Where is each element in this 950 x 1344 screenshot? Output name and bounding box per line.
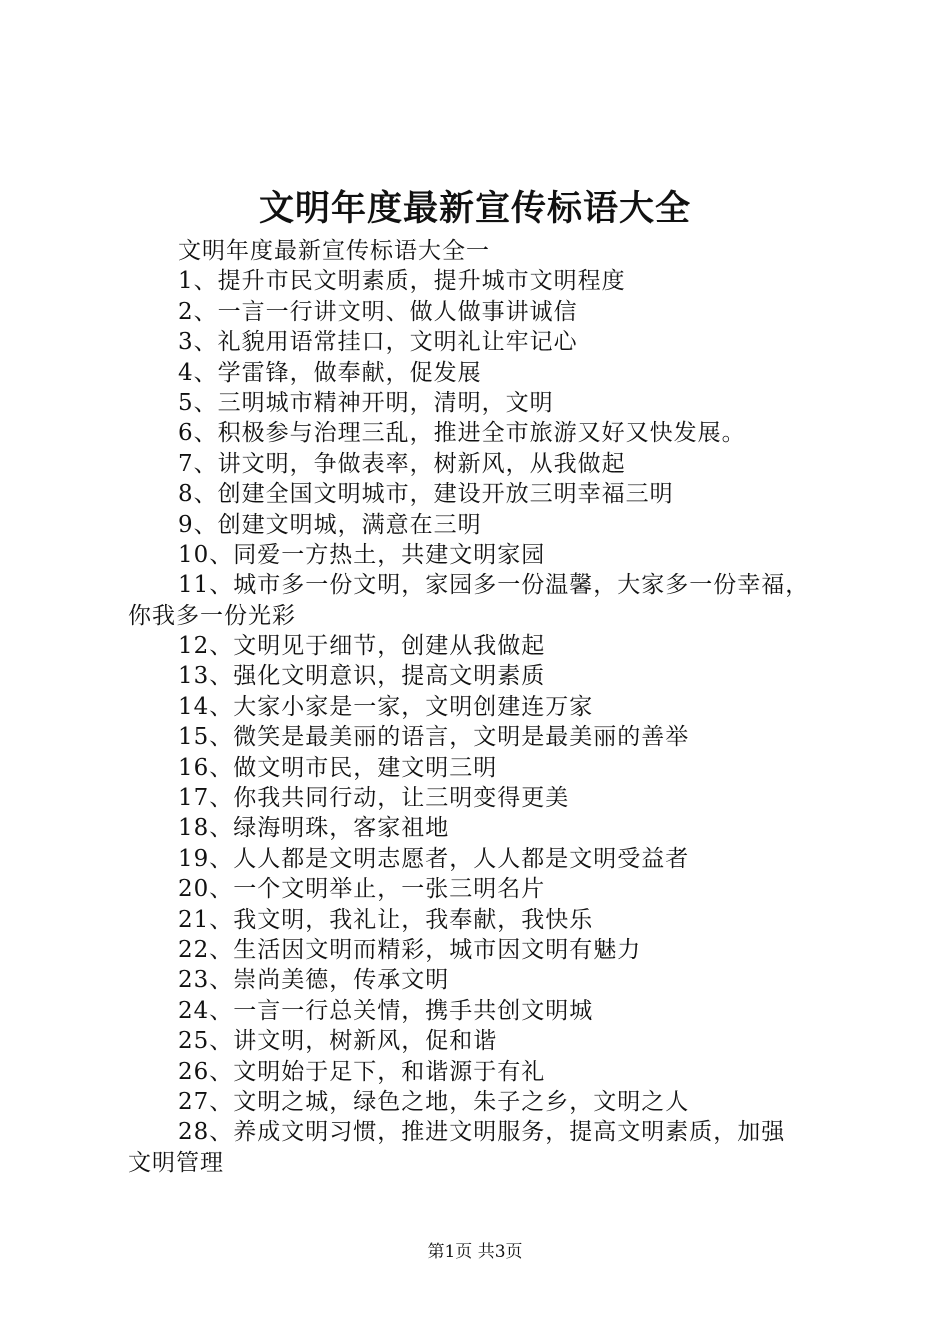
slogan-line: 9、创建文明城，满意在三明: [178, 511, 482, 538]
slogan-line: 28、养成文明习惯，推进文明服务，提高文明素质，加强: [178, 1119, 786, 1146]
document-body: [128, 236, 848, 1178]
slogan-line: 11、城市多一份文明，家园多一份温馨，大家多一份幸福，: [178, 572, 810, 599]
slogan-line: 16、做文明市民，建文明三明: [178, 754, 498, 781]
slogan-line-continuation: 你我多一份光彩: [128, 602, 296, 629]
slogan-line: 2、一言一行讲文明、做人做事讲诚信: [178, 298, 578, 325]
slogan-line: 18、绿海明珠，客家祖地: [178, 815, 450, 842]
slogan-line: 21、我文明，我礼让，我奉献，我快乐: [178, 906, 594, 933]
slogan-line: 4、学雷锋，做奉献，促发展: [178, 359, 482, 386]
slogan-line: 6、积极参与治理三乱，推进全市旅游又好又快发展。: [178, 420, 746, 447]
document-title: 文明年度最新宣传标语大全: [258, 188, 691, 229]
slogan-line: 20、一个文明举止，一张三明名片: [178, 876, 546, 903]
slogan-line: 5、三明城市精神开明，清明，文明: [178, 389, 554, 416]
slogan-line: 25、讲文明，树新风，促和谐: [178, 1028, 498, 1055]
slogan-line-continuation: 文明管理: [128, 1149, 224, 1176]
slogan-line: 19、人人都是文明志愿者，人人都是文明受益者: [178, 845, 690, 872]
slogan-line: 24、一言一行总关情，携手共创文明城: [178, 997, 594, 1024]
slogan-line: 23、崇尚美德，传承文明: [178, 967, 450, 994]
slogan-line: 3、礼貌用语常挂口，文明礼让牢记心: [178, 329, 578, 356]
slogan-line: 14、大家小家是一家，文明创建连万家: [178, 693, 594, 720]
slogan-line: 10、同爱一方热土，共建文明家园: [178, 541, 546, 568]
slogan-line: 26、文明始于足下，和谐源于有礼: [178, 1058, 546, 1085]
page-number-footer: 第1页 共3页: [427, 1242, 523, 1262]
slogan-line: 12、文明见于细节，创建从我做起: [178, 633, 546, 660]
slogan-line: 27、文明之城，绿色之地，朱子之乡，文明之人: [178, 1088, 690, 1115]
slogan-line: 15、微笑是最美丽的语言，文明是最美丽的善举: [178, 724, 690, 751]
slogan-line: 8、创建全国文明城市，建设开放三明幸福三明: [178, 481, 674, 508]
slogan-line: 13、强化文明意识，提高文明素质: [178, 663, 546, 690]
slogan-line: 7、讲文明，争做表率，树新风，从我做起: [178, 450, 626, 477]
document-subtitle-line: 文明年度最新宣传标语大全一: [178, 238, 490, 264]
slogan-line: 1、提升市民文明素质，提升城市文明程度: [178, 268, 626, 295]
slogan-line: 22、生活因文明而精彩，城市因文明有魅力: [178, 936, 642, 963]
slogan-line: 17、你我共同行动，让三明变得更美: [178, 785, 570, 812]
